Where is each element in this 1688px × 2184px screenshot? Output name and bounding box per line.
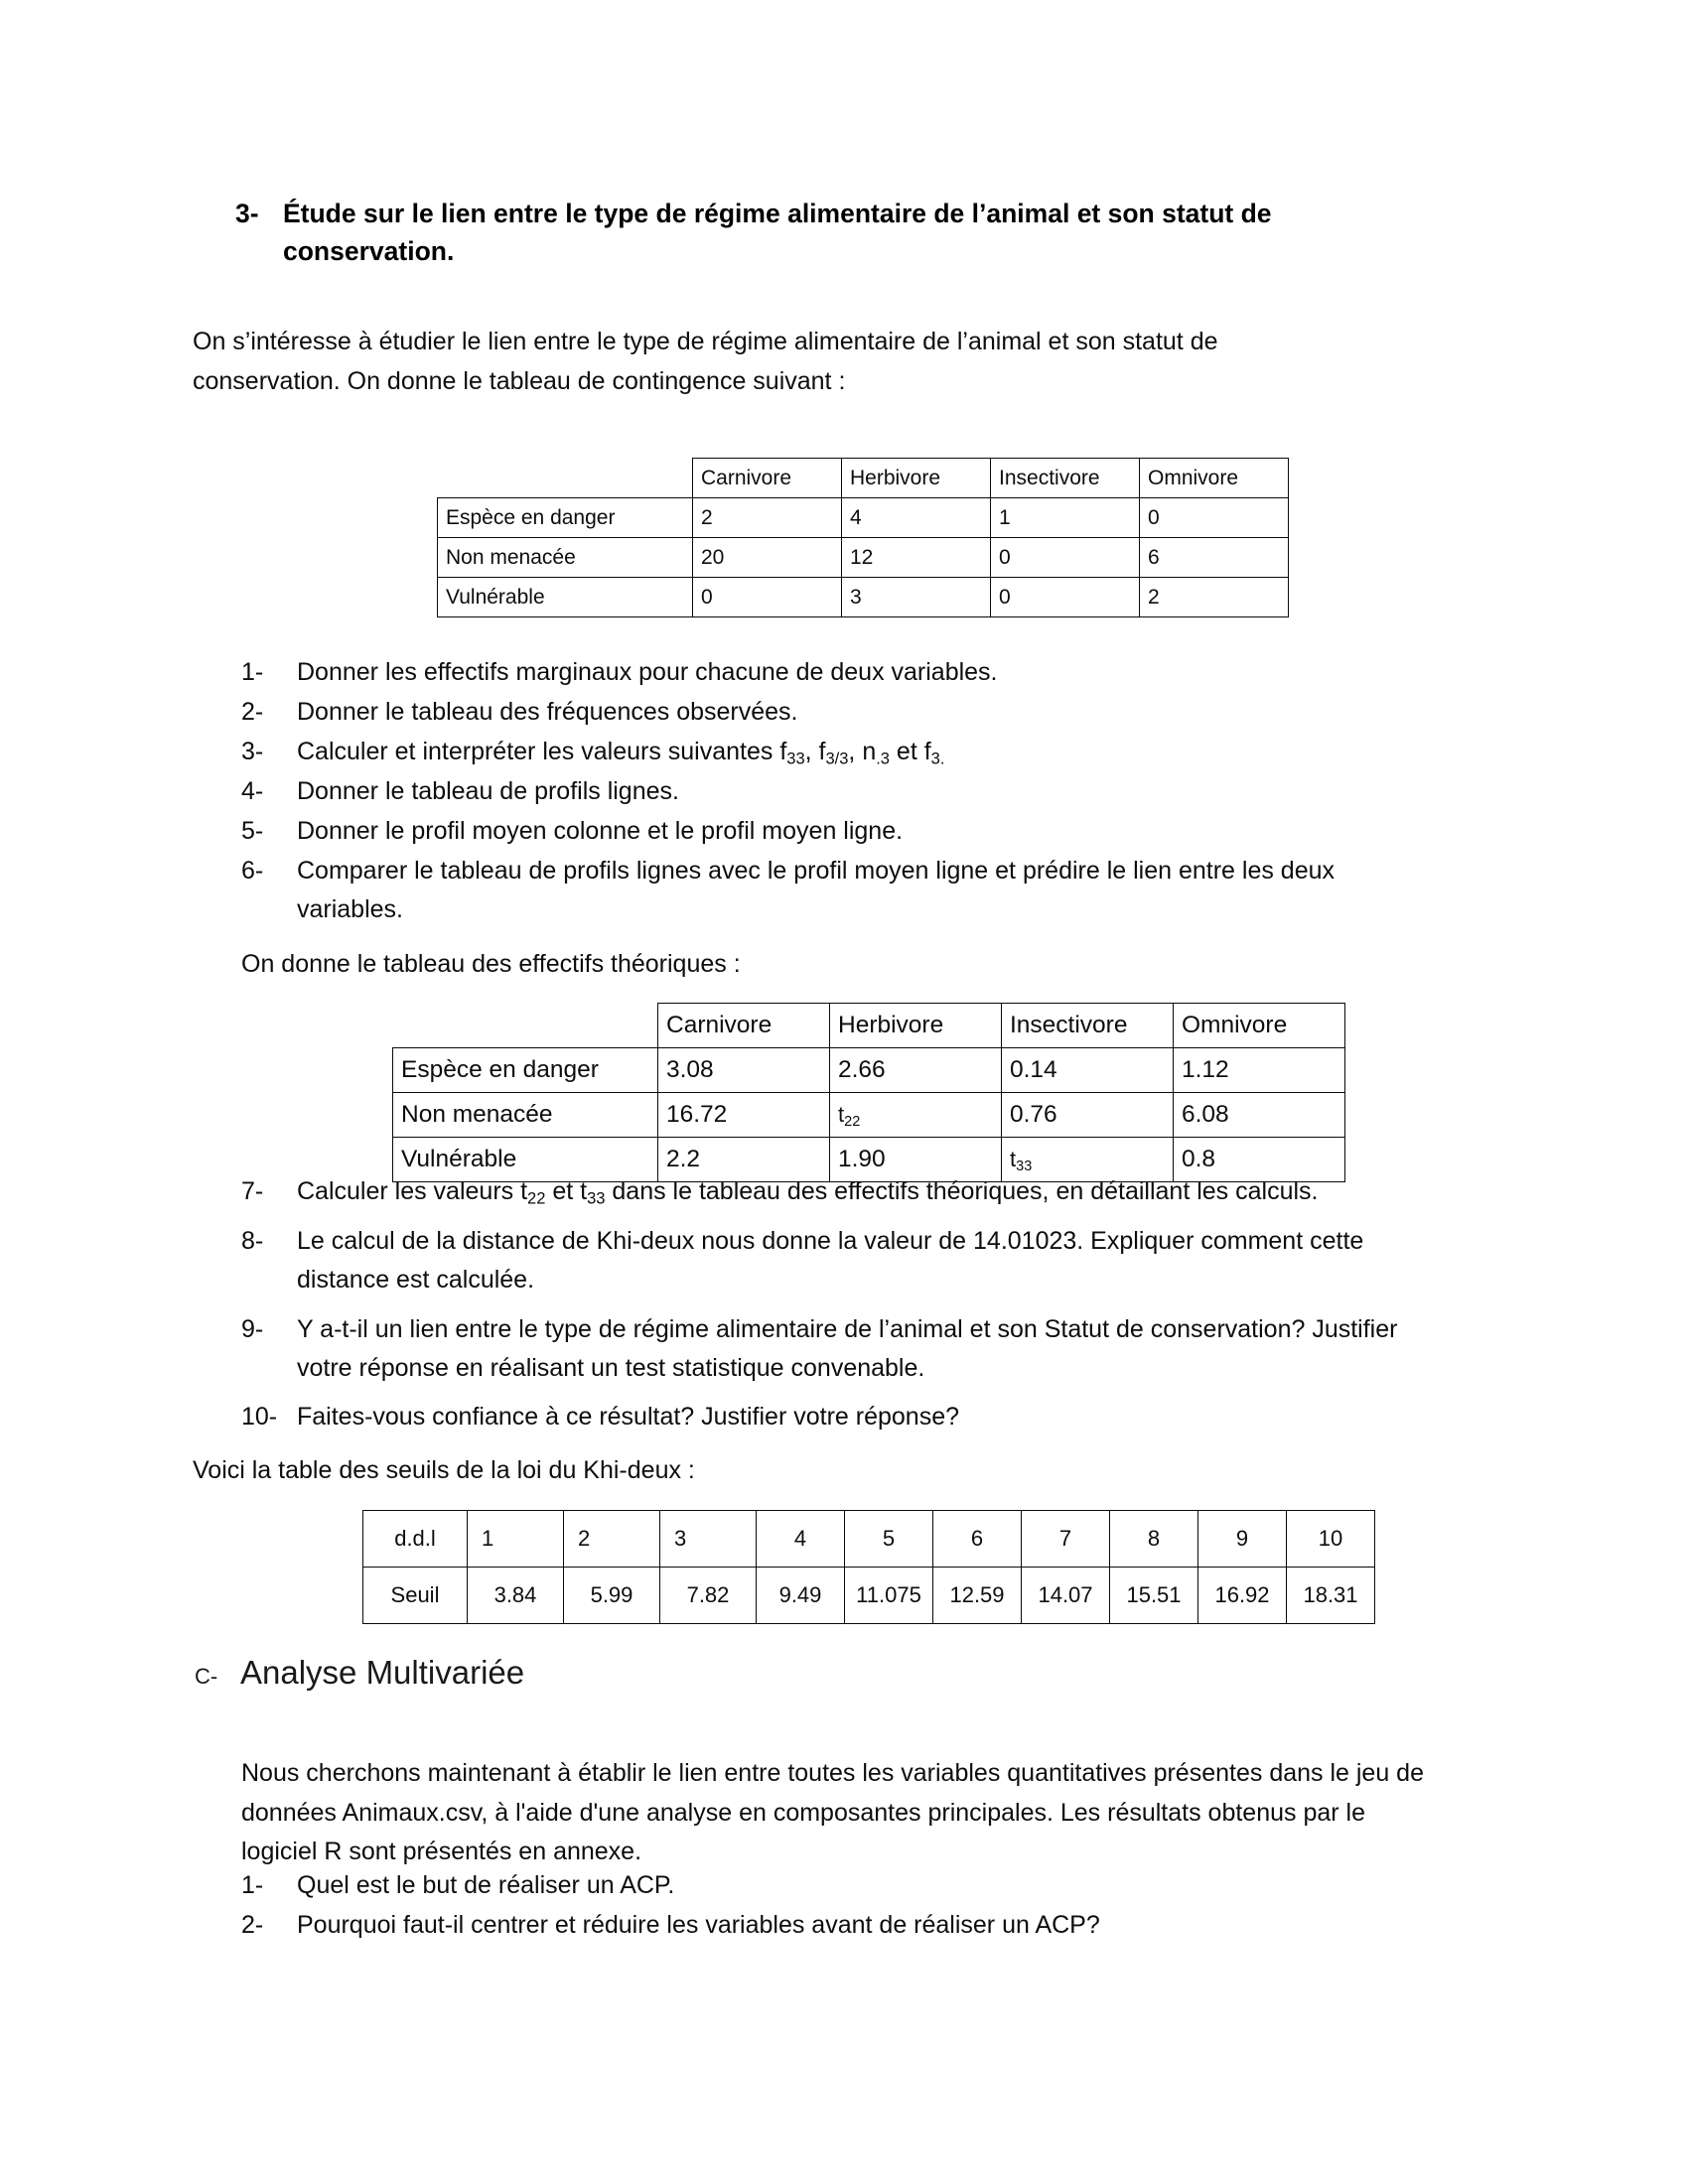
question-text [297, 1172, 1418, 1211]
table-row-header [393, 1004, 1345, 1048]
theoretical-col-header: Insectivore [1002, 1004, 1174, 1048]
table-row [438, 578, 1289, 617]
question-marker: 2- [241, 1911, 264, 1939]
theoretical-row-label: Non menacée [393, 1093, 658, 1138]
section-c-title: Analyse Multivariée [240, 1654, 525, 1691]
question-item-5 [241, 812, 1343, 851]
seuils-value-cell: 16.92 [1198, 1568, 1287, 1624]
section-3-marker: 3- [235, 199, 259, 228]
seuils-row-label: Seuil [363, 1568, 468, 1624]
q7-tail: dans le tableau des effectifs théoriques, en détaillant les calculs. [605, 1177, 1319, 1205]
t22-base: t [838, 1102, 845, 1127]
contingency-corner-cell [438, 459, 693, 498]
question-item-2 [241, 693, 1343, 732]
question-text: Faites-vous confiance à ce résultat? Justifier votre réponse? [297, 1403, 960, 1431]
table-row-header [438, 459, 1289, 498]
seuils-row-label: d.d.l [363, 1511, 468, 1568]
seuils-value-cell: 5.99 [564, 1568, 660, 1624]
seuils-value-cell: 14.07 [1022, 1568, 1110, 1624]
question-text: Y a-t-il un lien entre le type de régime alimentaire de l’animal et son Statut de conservation? Justifier votre réponse en réalisant un test statistique convenable. [297, 1315, 1398, 1382]
theoretical-row-label: Vulnérable [393, 1138, 658, 1182]
question-marker: 7- [241, 1177, 264, 1205]
theoretical-cell: 2.2 [658, 1138, 830, 1182]
question-text: Donner le profil moyen colonne et le profil moyen ligne. [297, 817, 904, 845]
seuils-value-cell: 11.075 [845, 1568, 933, 1624]
q3-sub-3-3: 3/3 [825, 750, 849, 768]
question-item-8 [241, 1222, 1418, 1299]
theoretical-cell: 6.08 [1174, 1093, 1345, 1138]
seuils-value-cell: 3.84 [468, 1568, 564, 1624]
seuils-ddl-cell: 9 [1198, 1511, 1287, 1568]
contingency-cell: 6 [1140, 538, 1289, 578]
theoretical-cell: 1.90 [830, 1138, 1002, 1182]
seuils-ddl-cell: 5 [845, 1511, 933, 1568]
q3-mid-1: , f [804, 738, 826, 765]
question-text: Pourquoi faut-il centrer et réduire les variables avant de réaliser un ACP? [297, 1911, 1100, 1939]
theoretical-cell: 3.08 [658, 1048, 830, 1093]
theoretical-row-label: Espèce en danger [393, 1048, 658, 1093]
question-text: Le calcul de la distance de Khi-deux nous donne la valeur de 14.01023. Expliquer comment cette distance est calculée. [297, 1227, 1364, 1294]
contingency-cell: 2 [693, 498, 842, 538]
contingency-cell: 2 [1140, 578, 1289, 617]
t33-subscript: 33 [1016, 1159, 1033, 1175]
q7-sub-33: 33 [587, 1189, 606, 1208]
seuils-value-cell: 7.82 [660, 1568, 757, 1624]
section-3-title: Étude sur le lien entre le type de régime alimentaire de l’animal et son statut de conservation. [283, 199, 1272, 266]
theoretical-cell: 16.72 [658, 1093, 830, 1138]
contingency-col-header: Omnivore [1140, 459, 1289, 498]
contingency-col-header: Herbivore [842, 459, 991, 498]
contingency-row-label: Non menacée [438, 538, 693, 578]
question-marker: 1- [241, 658, 264, 686]
seuils-ddl-cell: 3 [660, 1511, 757, 1568]
theoretical-cell: 0.8 [1174, 1138, 1345, 1182]
contingency-cell: 0 [693, 578, 842, 617]
contingency-cell: 3 [842, 578, 991, 617]
seuils-intro: Voici la table des seuils de la loi du Khi-deux : [193, 1456, 695, 1484]
question-text: Quel est le but de réaliser un ACP. [297, 1871, 675, 1899]
table-row [438, 498, 1289, 538]
theoretical-cell: 0.14 [1002, 1048, 1174, 1093]
seuils-ddl-cell: 4 [757, 1511, 845, 1568]
theoretical-col-header: Omnivore [1174, 1004, 1345, 1048]
question-item-7 [241, 1172, 1418, 1211]
section-c-marker: C- [195, 1664, 218, 1689]
table-row [438, 538, 1289, 578]
contingency-cell: 0 [1140, 498, 1289, 538]
question-marker: 4- [241, 777, 264, 805]
theoretical-cell-t22 [830, 1093, 1002, 1138]
seuils-ddl-cell: 1 [468, 1511, 564, 1568]
question-text: Donner le tableau de profils lignes. [297, 777, 679, 805]
question-marker: 8- [241, 1227, 264, 1255]
section-3-heading [235, 196, 1337, 270]
theoretical-col-header: Carnivore [658, 1004, 830, 1048]
section-c-question-2 [241, 1906, 1418, 1945]
seuils-ddl-cell: 8 [1110, 1511, 1198, 1568]
question-marker: 9- [241, 1315, 264, 1343]
q3-mid-3: et f [889, 738, 931, 765]
question-text: Comparer le tableau de profils lignes avec le profil moyen ligne et prédire le lien entre les deux variables. [297, 857, 1336, 923]
table-row-ddl [363, 1511, 1375, 1568]
question-marker: 6- [241, 857, 264, 885]
seuils-ddl-cell: 6 [933, 1511, 1022, 1568]
question-item-3 [241, 733, 1343, 771]
question-marker: 5- [241, 817, 264, 845]
theoretical-table [392, 1003, 1345, 1182]
section-c-question-1 [241, 1866, 1418, 1905]
contingency-cell: 1 [991, 498, 1140, 538]
seuils-value-cell: 15.51 [1110, 1568, 1198, 1624]
question-marker: 2- [241, 698, 264, 726]
theoretical-cell: 1.12 [1174, 1048, 1345, 1093]
question-marker: 3- [241, 738, 264, 765]
question-item-6 [241, 852, 1418, 929]
question-marker: 1- [241, 1871, 264, 1899]
table-row-seuil [363, 1568, 1375, 1624]
seuils-value-cell: 12.59 [933, 1568, 1022, 1624]
contingency-cell: 0 [991, 578, 1140, 617]
khi-deux-threshold-table [362, 1510, 1375, 1624]
t33-base: t [1010, 1147, 1017, 1171]
contingency-col-header: Carnivore [693, 459, 842, 498]
theoretical-col-header: Herbivore [830, 1004, 1002, 1048]
section-c-heading [195, 1652, 1341, 1695]
seuils-value-cell: 9.49 [757, 1568, 845, 1624]
q3-sub-33: 33 [786, 750, 805, 768]
theoretical-corner-cell [393, 1004, 658, 1048]
seuils-ddl-cell: 10 [1287, 1511, 1375, 1568]
q3-mid-2: , n [848, 738, 877, 765]
section-3-intro: On s’intéresse à étudier le lien entre le type de régime alimentaire de l’animal et son statut de conservation. On donne le tableau de contingence suivant : [193, 328, 1218, 395]
contingency-cell: 20 [693, 538, 842, 578]
q7-mid: et t [545, 1177, 588, 1205]
contingency-row-label: Vulnérable [438, 578, 693, 617]
question-item-9 [241, 1310, 1418, 1388]
question-marker: 10- [241, 1403, 278, 1431]
q3-lead: Calculer et interpréter les valeurs suivantes f [297, 738, 787, 765]
seuils-value-cell: 18.31 [1287, 1568, 1375, 1624]
contingency-cell: 4 [842, 498, 991, 538]
table-row [393, 1093, 1345, 1138]
q3-sub-dot3: .3 [876, 750, 890, 768]
question-text: Donner le tableau des fréquences observées. [297, 698, 798, 726]
theoretical-cell: 0.76 [1002, 1093, 1174, 1138]
q7-sub-22: 22 [527, 1189, 546, 1208]
q7-lead: Calculer les valeurs t [297, 1177, 528, 1205]
table-row [393, 1048, 1345, 1093]
section-c-paragraph: Nous cherchons maintenant à établir le lien entre toutes les variables quantitatives présentes dans le jeu de données Animaux.csv, à l'aide d'une analyse en composantes principales. Les résultats obtenus par le logiciel R sont présentés en annexe. [241, 1759, 1424, 1865]
contingency-cell: 12 [842, 538, 991, 578]
question-text [297, 733, 1343, 771]
theoretical-intro: On donne le tableau des effectifs théoriques : [241, 950, 741, 978]
contingency-row-label: Espèce en danger [438, 498, 693, 538]
contingency-table [437, 458, 1289, 617]
t22-subscript: 22 [844, 1114, 861, 1131]
seuils-ddl-cell: 7 [1022, 1511, 1110, 1568]
question-text: Donner les effectifs marginaux pour chacune de deux variables. [297, 658, 998, 686]
question-item-4 [241, 772, 1343, 811]
seuils-ddl-cell: 2 [564, 1511, 660, 1568]
contingency-cell: 0 [991, 538, 1140, 578]
question-item-10 [241, 1398, 1418, 1436]
theoretical-cell: 2.66 [830, 1048, 1002, 1093]
q3-sub-3dot: 3. [930, 750, 945, 768]
contingency-col-header: Insectivore [991, 459, 1140, 498]
question-item-1 [241, 653, 1343, 692]
